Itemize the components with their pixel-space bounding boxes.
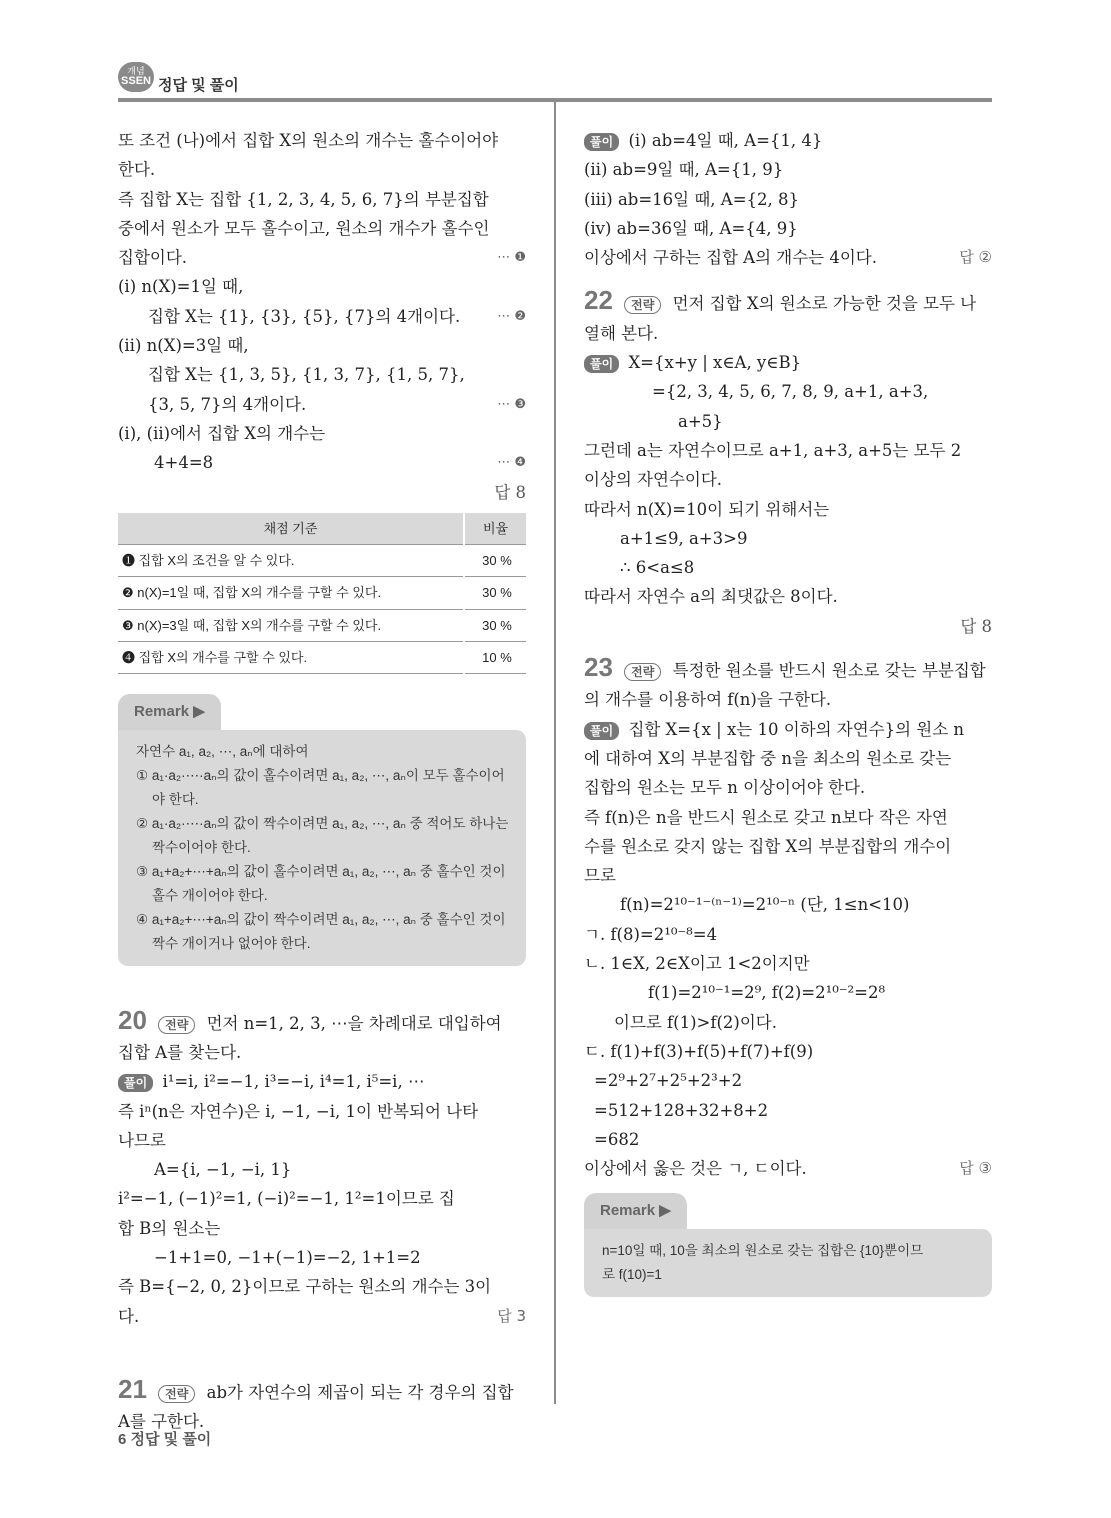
remark-line: n=10일 때, 10을 최소의 원소로 갖는 집합은 {10}뿐이므 — [602, 1242, 924, 1258]
remark-item: ② a₁·a₂·⋯·aₙ의 값이 짝수이려면 a₁, a₂, ⋯, aₙ 중 적어도 하나는 짝수이어야 한다. — [136, 815, 509, 855]
table-cell: 30 % — [464, 609, 526, 641]
table-cell: 10 % — [464, 642, 526, 674]
text-line: 집합의 원소는 모두 n 이상이어야 한다. — [584, 778, 866, 798]
text-line: 즉 집합 X는 집합 {1, 2, 3, 4, 5, 6, 7}의 부분집합 — [118, 189, 489, 209]
remark-label: Remark ▶ — [118, 694, 221, 729]
text-line: (ⅰ), (ⅱ)에서 집합 X의 개수는 — [118, 423, 326, 443]
text-line: ㄴ. 1∈X, 2∈X이고 1<2이지만 — [584, 954, 810, 974]
text-line: 에 대하여 X의 부분집합 중 n을 최소의 원소로 갖는 — [584, 748, 952, 768]
question-number: 22 — [584, 285, 613, 316]
text-line: 수를 원소로 갖지 않는 집합 X의 부분집합의 개수이 — [584, 836, 952, 856]
remark-content — [118, 730, 526, 966]
text-line: (ⅳ) ab=36일 때, A={4, 9} — [584, 218, 798, 238]
brand-logo — [118, 62, 154, 92]
remark-content — [584, 1229, 992, 1297]
table-row — [118, 577, 526, 609]
question-number: 20 — [118, 1004, 147, 1035]
text-line — [584, 243, 992, 272]
text-line: (ⅲ) ab=16일 때, A={2, 8} — [584, 189, 800, 209]
text-line — [118, 1302, 526, 1331]
text-line: a+5} — [678, 411, 723, 431]
step-marker: ⋯ ❶ — [497, 250, 526, 266]
left-column — [118, 126, 526, 1437]
text-span: 다. — [118, 1306, 140, 1326]
text-line: −1+1=0, −1+(−1)=−2, 1+1=2 — [154, 1248, 421, 1268]
text-line: 중에서 원소가 모두 홀수이고, 원소의 개수가 홀수인 — [118, 218, 490, 238]
grading-table — [118, 513, 526, 674]
text-line: i²=−1, (−1)²=1, (−i)²=−1, 1²=1이므로 집 — [118, 1189, 455, 1209]
remark-label: Remark ▶ — [584, 1193, 687, 1228]
text-line: ㄱ. f(8)=2¹⁰⁻⁸=4 — [584, 924, 718, 944]
strategy-text: 먼저 n=1, 2, 3, ⋯을 차례대로 대입하여 — [206, 1013, 502, 1033]
text-line: f(1)=2¹⁰⁻¹=2⁹, f(2)=2¹⁰⁻²=2⁸ — [648, 983, 886, 1003]
text-line: 즉 B={−2, 0, 2}이므로 구하는 원소의 개수는 3이 — [118, 1277, 492, 1297]
text-line: 집합 A를 찾는다. — [118, 1042, 242, 1062]
text-span: {3, 5, 7}의 4개이다. — [148, 394, 307, 414]
remark-intro: 자연수 a₁, a₂, ⋯, aₙ에 대하여 — [136, 743, 309, 759]
table-row — [118, 609, 526, 641]
solution-tag: 풀이 — [584, 722, 619, 740]
table-header: 비율 — [464, 513, 526, 545]
solution-tag: 풀이 — [118, 1074, 153, 1092]
remark-line: 로 f(10)=1 — [602, 1266, 662, 1282]
text-line: ∴ 6<a≤8 — [620, 558, 695, 578]
question-21-heading — [118, 1375, 526, 1407]
table-row — [118, 545, 526, 577]
text-line: =682 — [594, 1129, 640, 1149]
text-line: 한다. — [118, 160, 156, 180]
text-line — [118, 243, 526, 272]
strategy-tag: 전략 — [158, 1016, 195, 1034]
remark-item: ④ a₁+a₂+⋯+aₙ의 값이 짝수이려면 a₁, a₂, ⋯, aₙ 중 홀수인 것이 짝수 개이거나 없어야 한다. — [136, 911, 506, 951]
text-line: f(n)=2¹⁰⁻¹⁻⁽ⁿ⁻¹⁾=2¹⁰⁻ⁿ (단, 1≤n<10) — [620, 895, 910, 915]
text-line: 즉 f(n)은 n을 반드시 원소로 갖고 n보다 작은 자연 — [584, 807, 948, 827]
footer-text: 정답 및 풀이 — [130, 1431, 212, 1448]
remark-box — [584, 1193, 992, 1296]
question-20-heading — [118, 1006, 526, 1038]
text-line: 또 조건 (나)에서 집합 X의 원소의 개수는 홀수이어야 — [118, 131, 499, 150]
text-line: 나므로 — [118, 1130, 166, 1150]
answer-label: 답 ③ — [959, 1159, 992, 1178]
answer-label: 답 8 — [494, 482, 526, 502]
page-number: 6 — [118, 1431, 127, 1448]
strategy-text: 특정한 원소를 반드시 원소로 갖는 부분집합 — [672, 661, 986, 681]
logo-top-text: 개념 — [127, 66, 145, 76]
remark-item: ① a₁·a₂·⋯·aₙ의 값이 홀수이려면 a₁, a₂, ⋯, aₙ이 모두 홀수이어야 한다. — [136, 767, 505, 807]
table-cell: 30 % — [464, 545, 526, 577]
question-number: 23 — [584, 652, 613, 683]
text-line: 합 B의 원소는 — [118, 1218, 221, 1238]
column-divider — [554, 100, 556, 1404]
logo-bottom-text: SSEN — [121, 75, 151, 87]
text-span: 집합이다. — [118, 248, 188, 268]
text-line: (ⅱ) ab=9일 때, A={1, 9} — [584, 160, 784, 180]
text-line: 므로 — [584, 866, 616, 886]
text-line: 따라서 자연수 a의 최댓값은 8이다. — [584, 587, 838, 607]
question-23-heading — [584, 653, 992, 685]
spacer — [584, 272, 992, 286]
text-span: (ⅰ) ab=4일 때, A={1, 4} — [628, 131, 823, 150]
table-cell: ❸ n(X)=3일 때, 집합 X의 개수를 구할 수 있다. — [118, 609, 464, 641]
text-line — [584, 1154, 992, 1183]
table-row — [118, 642, 526, 674]
text-span: X={x+y | x∈A, y∈B} — [628, 353, 802, 373]
text-line — [584, 715, 992, 744]
text-line: 그런데 a는 자연수이므로 a+1, a+3, a+5는 모두 2 — [584, 440, 962, 460]
remark-box — [118, 694, 526, 965]
text-span: 집합 X는 {1}, {3}, {5}, {7}의 4개이다. — [148, 306, 461, 326]
solution-tag: 풀이 — [584, 355, 619, 373]
text-line — [584, 348, 992, 377]
remark-item: ③ a₁+a₂+⋯+aₙ의 값이 홀수이려면 a₁, a₂, ⋯, aₙ 중 홀수인 것이 홀수 개이어야 한다. — [136, 863, 506, 903]
answer-label: 답 3 — [497, 1306, 526, 1325]
question-number: 21 — [118, 1373, 147, 1404]
table-cell: ❶ 집합 X의 조건을 알 수 있다. — [118, 545, 464, 577]
question-22-heading — [584, 286, 992, 318]
text-line: 열해 본다. — [584, 323, 659, 343]
spacer — [118, 1331, 526, 1375]
text-line — [584, 126, 992, 155]
text-line — [118, 302, 526, 331]
strategy-tag: 전략 — [158, 1385, 195, 1403]
case-heading: (ⅱ) n(X)=3일 때, — [118, 336, 249, 356]
text-line: 의 개수를 이용하여 f(n)을 구한다. — [584, 690, 832, 710]
text-line: ={2, 3, 4, 5, 6, 7, 8, 9, a+1, a+3, — [652, 382, 929, 402]
page-footer — [118, 1428, 211, 1449]
strategy-text: ab가 자연수의 제곱이 되는 각 경우의 집합 — [206, 1382, 514, 1402]
text-line: A를 구한다. — [118, 1412, 205, 1432]
strategy-tag: 전략 — [624, 663, 661, 681]
case-heading: (ⅰ) n(X)=1일 때, — [118, 277, 244, 297]
table-cell: ❷ n(X)=1일 때, 집합 X의 개수를 구할 수 있다. — [118, 577, 464, 609]
text-span: 4+4=8 — [154, 453, 214, 473]
text-line: 이상의 자연수이다. — [584, 470, 723, 490]
text-span: i¹=i, i²=−1, i³=−i, i⁴=1, i⁵=i, ⋯ — [162, 1072, 425, 1092]
text-line — [118, 390, 526, 419]
answer-label: 답 8 — [960, 616, 992, 636]
text-line: a+1≤9, a+3>9 — [620, 528, 748, 548]
text-line: 즉 iⁿ(n은 자연수)은 i, −1, −i, 1이 반복되어 나타 — [118, 1101, 479, 1121]
table-header: 채점 기준 — [118, 513, 464, 545]
text-line: 이므로 f(1)>f(2)이다. — [614, 1012, 777, 1032]
text-line — [118, 448, 526, 477]
page-header — [118, 62, 992, 98]
text-span: 집합 X={x | x는 10 이하의 자연수}의 원소 n — [628, 719, 965, 739]
step-marker: ⋯ ❹ — [497, 455, 526, 471]
spacer — [118, 966, 526, 1006]
strategy-text: 먼저 집합 X의 원소로 가능한 것을 모두 나 — [672, 294, 977, 314]
text-span: 이상에서 구하는 집합 A의 개수는 4이다. — [584, 248, 877, 268]
text-line — [118, 1067, 526, 1096]
text-line: =2⁹+2⁷+2⁵+2³+2 — [594, 1071, 743, 1091]
table-cell: 30 % — [464, 577, 526, 609]
right-column — [584, 126, 992, 1297]
text-line: A={i, −1, −i, 1} — [154, 1160, 292, 1180]
solution-tag: 풀이 — [584, 133, 619, 151]
table-cell: ❹ 집합 X의 개수를 구할 수 있다. — [118, 642, 464, 674]
text-line: 따라서 n(X)=10이 되기 위해서는 — [584, 499, 830, 519]
spacer — [584, 641, 992, 653]
strategy-tag: 전략 — [624, 296, 661, 314]
step-marker: ⋯ ❸ — [497, 396, 526, 412]
text-line: ㄷ. f(1)+f(3)+f(5)+f(7)+f(9) — [584, 1041, 814, 1061]
header-title: 정답 및 풀이 — [158, 77, 239, 94]
text-line: =512+128+32+8+2 — [594, 1100, 769, 1120]
answer-label: 답 ② — [959, 248, 992, 267]
text-line: 집합 X는 {1, 3, 5}, {1, 3, 7}, {1, 5, 7}, — [148, 365, 465, 385]
step-marker: ⋯ ❷ — [497, 308, 526, 324]
text-span: 이상에서 옳은 것은 ㄱ, ㄷ이다. — [584, 1159, 807, 1179]
